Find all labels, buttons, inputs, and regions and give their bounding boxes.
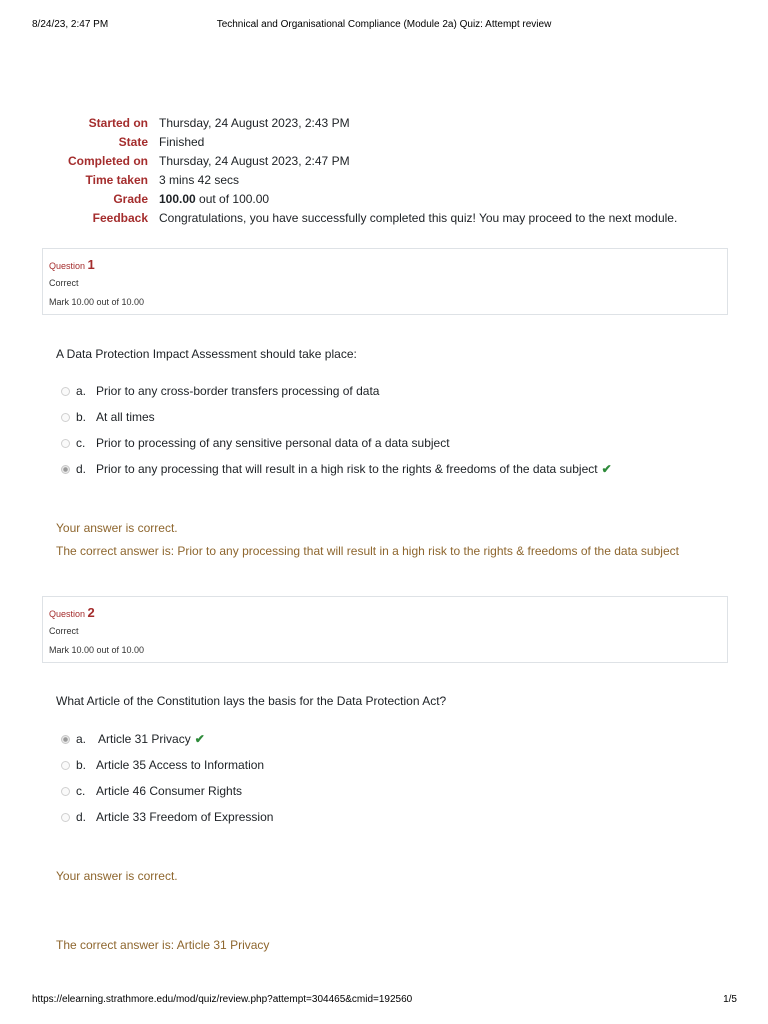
completed-value: Thursday, 24 August 2023, 2:47 PM — [159, 153, 350, 168]
question-2-option-b[interactable] — [61, 756, 264, 774]
print-title: Technical and Organisational Compliance (Module 2a) Quiz: Attempt review — [216, 19, 552, 30]
summary-row-time — [40, 170, 677, 189]
option-letter: a. — [76, 732, 87, 746]
radio-icon[interactable] — [61, 413, 70, 422]
grade-label: Grade — [113, 191, 148, 206]
summary-row-feedback — [40, 208, 677, 227]
summary-row-state — [40, 132, 677, 151]
option-letter: d. — [76, 810, 87, 824]
option-text: Article 35 Access to Information — [96, 758, 265, 772]
question-1-option-d[interactable] — [61, 460, 612, 478]
option-text: Prior to any processing that will result in a high risk to the rights & freedoms of the data subject — [96, 462, 598, 476]
option-letter: a. — [76, 384, 87, 398]
radio-icon[interactable] — [61, 787, 70, 796]
radio-icon[interactable] — [61, 735, 70, 744]
option-letter: b. — [76, 758, 87, 772]
question-1-right-answer: The correct answer is: Prior to any processing that will result in a high risk to the rights & freedoms of the data subject — [56, 544, 679, 558]
question-2-option-a[interactable] — [61, 730, 205, 748]
option-text: Article 31 Privacy — [98, 732, 191, 746]
question-2-right-answer: The correct answer is: Article 31 Privacy — [56, 938, 270, 952]
time-taken-label: Time taken — [85, 172, 148, 187]
radio-icon[interactable] — [61, 465, 70, 474]
time-taken-value: 3 mins 42 secs — [159, 172, 240, 187]
option-text: Article 46 Consumer Rights — [96, 784, 243, 798]
option-text: At all times — [96, 410, 155, 424]
question-1-info — [42, 248, 728, 315]
radio-icon[interactable] — [61, 813, 70, 822]
print-date: 8/24/23, 2:47 PM — [32, 19, 109, 30]
question-2-feedback: Your answer is correct. — [56, 869, 178, 883]
completed-label: Completed on — [68, 153, 148, 168]
feedback-label: Feedback — [92, 210, 148, 225]
grade-out-of: out of 100.00 — [195, 191, 270, 206]
check-icon: ✔ — [194, 732, 205, 746]
radio-icon[interactable] — [61, 439, 70, 448]
question-1-option-a[interactable] — [61, 382, 379, 400]
print-page-number: 1/5 — [723, 994, 737, 1005]
option-letter: b. — [76, 410, 87, 424]
option-text: Article 33 Freedom of Expression — [96, 810, 274, 824]
question-state: Correct — [49, 278, 79, 288]
question-label: Question — [49, 609, 88, 619]
option-letter: d. — [76, 462, 87, 476]
question-mark: Mark 10.00 out of 10.00 — [49, 645, 145, 655]
option-letter: c. — [76, 784, 86, 798]
question-state: Correct — [49, 626, 79, 636]
print-url: https://elearning.strathmore.edu/mod/quiz/review.php?attempt=304465&cmid=192560 — [32, 994, 413, 1005]
question-1-feedback: Your answer is correct. — [56, 521, 178, 535]
feedback-value: Congratulations, you have successfully completed this quiz! You may proceed to the next module. — [159, 210, 678, 225]
summary-row-completed — [40, 151, 677, 170]
option-text: Prior to processing of any sensitive personal data of a data subject — [96, 436, 450, 450]
started-value: Thursday, 24 August 2023, 2:43 PM — [159, 115, 350, 130]
attempt-summary-table — [40, 113, 677, 227]
radio-icon[interactable] — [61, 387, 70, 396]
option-text: Prior to any cross-border transfers processing of data — [96, 384, 380, 398]
question-2-option-c[interactable] — [61, 782, 242, 800]
question-1-option-b[interactable] — [61, 408, 155, 426]
question-number — [49, 257, 95, 272]
summary-row-started — [40, 113, 677, 132]
question-number-value: 1 — [87, 257, 95, 272]
question-2-text: What Article of the Constitution lays the basis for the Data Protection Act? — [56, 694, 447, 708]
summary-row-grade — [40, 189, 677, 208]
state-value: Finished — [159, 134, 205, 149]
question-number — [49, 605, 95, 620]
grade-score: 100.00 — [159, 191, 196, 206]
question-number-value: 2 — [87, 605, 95, 620]
option-letter: c. — [76, 436, 86, 450]
question-label: Question — [49, 261, 88, 271]
question-mark: Mark 10.00 out of 10.00 — [49, 297, 145, 307]
grade-value — [154, 189, 677, 208]
radio-icon[interactable] — [61, 761, 70, 770]
started-label: Started on — [88, 115, 148, 130]
question-2-option-d[interactable] — [61, 808, 273, 826]
question-2-info — [42, 596, 728, 663]
question-1-option-c[interactable] — [61, 434, 450, 452]
check-icon: ✔ — [601, 462, 612, 476]
question-1-text: A Data Protection Impact Assessment should take place: — [56, 347, 357, 361]
state-label: State — [118, 134, 148, 149]
